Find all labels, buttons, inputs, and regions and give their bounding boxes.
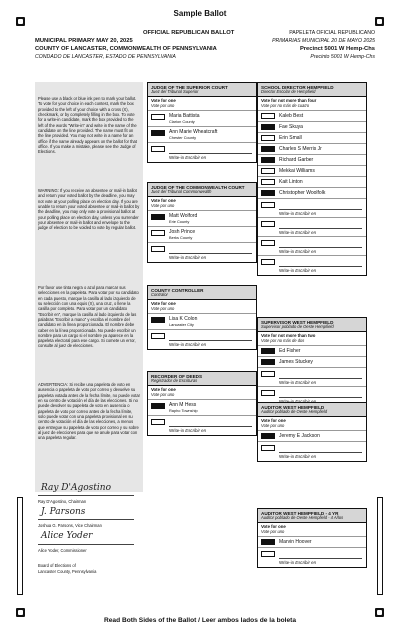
- read-both-sides-footer: Read Both Sides of the Ballot / Leer ambos lados de la boleta: [104, 617, 296, 624]
- vote-box[interactable]: [261, 202, 275, 208]
- write-in-label: Write-in Escribir en: [279, 230, 317, 235]
- write-in-row[interactable]: [258, 199, 366, 218]
- vote-for-instruction: Vote for not more than two Vote por no más de dos: [258, 332, 366, 346]
- candidate-name: Mekkai Williams: [279, 168, 315, 174]
- vote-box[interactable]: [261, 168, 275, 174]
- write-in-label: Write-in Escribir en: [169, 428, 207, 433]
- vote-box[interactable]: [151, 146, 165, 152]
- candidate-row[interactable]: [148, 314, 256, 330]
- vote-box[interactable]: [261, 348, 275, 354]
- candidate-row[interactable]: [148, 227, 256, 243]
- contest-title: RECORDER OF DEEDS Registrador de Escrituras: [148, 372, 256, 386]
- contest-title: AUDITOR WEST HEMPFIELD - 4 YR Auditor poblado de Oeste Hempfield - 4 Años: [258, 509, 366, 523]
- warning-es: ADVERTENCIA: Si recibe una papeleta de voto en ausencia o papeleta de voto por correo y devuelve su papeleta votada antes de la fecha límite, no puede votar en su centro de votación el día de las elecciones. Si no puede devolver su papeleta de voto en ausencia o papeleta de voto por correo antes de la fecha límite, solo puede votar con una papeleta provisional en su centro de votación el día de las elecciones, a menos que entregue su papeleta de voto por correo y su sobre al juez de elecciones para que se anule para votar con una papeleta regular.: [38, 382, 140, 441]
- timing-mark-icon: [16, 608, 25, 617]
- ballot-title-es: PAPELETA OFICIAL REPUBLICANO: [289, 30, 375, 36]
- vote-for-instruction: Vote for one Vote por uno: [148, 386, 256, 400]
- vote-box[interactable]: [261, 124, 275, 130]
- vote-for-instruction: Vote for one Vote por uno: [148, 197, 256, 211]
- write-in-line[interactable]: [279, 397, 362, 398]
- vote-for-instruction: Vote for one Vote por uno: [258, 417, 366, 431]
- signature-name: Alice Yoder, Commissioner: [38, 548, 87, 553]
- candidate-row[interactable]: [258, 144, 366, 155]
- write-in-row[interactable]: [258, 256, 366, 275]
- warning-en: WARNING: If you receive an absentee or mail-in ballot and return your voted ballot by the deadline, you may not vote at your polling place on election day. If you are unable to return your voted absentee or mail-in ballot by the deadline, you may only vote a provisional ballot at your polling place on election day, unless you surrender your absentee or mail-in ballot and envelope to the judge of election to be voided to vote by regular ballot.: [38, 188, 140, 231]
- write-in-row[interactable]: [148, 416, 256, 435]
- vote-box[interactable]: [151, 403, 165, 409]
- candidate-name: Richard Garber: [279, 157, 314, 163]
- write-in-label: Write-in Escribir en: [169, 255, 207, 260]
- contest-title: SCHOOL DIRECTOR HEMPFIELD Director Escolar de Hempfield: [258, 83, 366, 97]
- county-en: COUNTY OF LANCASTER, COMMONWEALTH OF PENNSYLVANIA: [35, 46, 217, 52]
- candidate-name: Matt Wolford: [169, 213, 198, 219]
- write-in-label: Write-in Escribir en: [279, 560, 317, 565]
- vote-box[interactable]: [151, 317, 165, 323]
- ballot-header: [35, 31, 375, 65]
- candidate-name: Maria Battista: [169, 113, 200, 119]
- write-in-row[interactable]: [258, 548, 366, 567]
- write-in-label: Write-in Escribir en: [279, 268, 317, 273]
- instructions-es: Por favor use tinta negra o azul para marcar sus selecciones en la papeleta. Para votar por su candidato en cada puesto, marque la casilla al lado izquierdo de su selección con una equis (X), una cruz, o llene la casilla por completo. Para votar por un candidato "Escribir en", marque la casilla al lado izquierdo de las palabras "Escribir a mano" y escriba el nombre del candidato en la línea proporcionada. El nombre debe caber en la línea proporcionada. No puede escribir un nombre para un cargo si el nombre ya aparece en la papeleta electoral para ese cargo. Si comete un error, consulte al juez de elecciones.: [38, 285, 139, 349]
- candidate-row[interactable]: [258, 537, 366, 548]
- write-in-row[interactable]: [148, 143, 256, 162]
- contest-title: SUPERVISOR WEST HEMPFIELD Supervisor poblado de Oeste Hempfield: [258, 318, 366, 332]
- write-in-row[interactable]: [148, 243, 256, 262]
- vote-box[interactable]: [151, 246, 165, 252]
- signature-block: [35, 483, 143, 596]
- write-in-line[interactable]: [169, 426, 252, 427]
- candidate-row[interactable]: [258, 188, 366, 199]
- write-in-line[interactable]: [169, 153, 252, 154]
- candidate-residence: Lancaster City: [169, 322, 194, 327]
- timing-mark-icon: [375, 608, 384, 617]
- signature-name: Ray D'Agostino, Chairman: [38, 499, 87, 504]
- primary-date-es: PRIMARIAS MUNICIPAL 20 DE MAYO 2025: [272, 38, 375, 44]
- write-in-row[interactable]: [258, 237, 366, 256]
- vote-box[interactable]: [261, 157, 275, 163]
- write-in-label: Write-in Escribir en: [279, 454, 317, 459]
- vote-for-instruction: Vote for not more than four Vote por no más de cuatro: [258, 97, 366, 111]
- candidate-name: Fae Skuya: [279, 124, 303, 130]
- write-in-label: Write-in Escribir en: [169, 155, 207, 160]
- write-in-line[interactable]: [279, 378, 362, 379]
- write-in-line[interactable]: [279, 452, 362, 453]
- instructions-en: Please use a black or blue ink pen to mark your ballot. To vote for your choice in each contest, mark the box provided to the left of your choice with a cross (X), checkmark, or by completely filling in the box. To vote for a write-in candidate, mark the box provided to the left of the words "Write-in" and write in the name of the candidate on the line provided. The name must fit on the line provided. You may not write in a name for an office if the name already appears on the ballot for that office. If you make a mistake, please see the Judge of Elections.: [38, 96, 137, 155]
- candidate-name: Ann M Hess: [169, 402, 197, 408]
- signature-ink: J. Parsons: [41, 507, 86, 517]
- side-bar-mark: [17, 497, 23, 595]
- contest-auditor-4yr: [257, 508, 367, 568]
- vote-box[interactable]: [261, 445, 275, 451]
- county-es: CONDADO DE LANCASTER, ESTADO DE PENNSYLVANIA: [35, 54, 176, 60]
- sample-ballot-title: Sample Ballot: [173, 9, 227, 18]
- signature-ink: Alice Yoder: [41, 531, 93, 541]
- write-in-label: Write-in Escribir en: [169, 342, 207, 347]
- board-label: Board of Elections of: [38, 563, 76, 568]
- vote-box[interactable]: [261, 551, 275, 557]
- candidate-row[interactable]: [148, 111, 256, 127]
- candidate-name: James Stuckey: [279, 359, 313, 365]
- ballot-title-en: OFFICIAL REPUBLICAN BALLOT: [143, 30, 235, 36]
- write-in-line[interactable]: [279, 228, 362, 229]
- board-county: Lancaster County, Pennsylvania: [38, 569, 97, 574]
- write-in-line[interactable]: [279, 247, 362, 248]
- write-in-label: Write-in Escribir en: [279, 380, 317, 385]
- write-in-line[interactable]: [279, 209, 362, 210]
- candidate-row[interactable]: [148, 127, 256, 143]
- timing-mark-icon: [375, 17, 384, 26]
- candidate-residence: Erie County: [169, 219, 190, 224]
- contest-title: COUNTY CONTROLLER Contralor: [148, 286, 256, 300]
- contest-superior-court: [147, 82, 257, 163]
- write-in-line[interactable]: [169, 340, 252, 341]
- contest-title: JUDGE OF THE SUPERIOR COURT Juez del Tribunal Superior: [148, 83, 256, 97]
- candidate-row[interactable]: [258, 111, 366, 122]
- candidate-name: Kait Linton: [279, 179, 303, 185]
- write-in-row[interactable]: [258, 442, 366, 461]
- vote-for-instruction: Vote for one Vote por uno: [258, 523, 366, 537]
- vote-box[interactable]: [261, 240, 275, 246]
- vote-box[interactable]: [261, 146, 275, 152]
- vote-box[interactable]: [151, 214, 165, 220]
- write-in-row[interactable]: [258, 368, 366, 387]
- candidate-residence: Rapho Township: [169, 408, 198, 413]
- signature-line: [38, 495, 134, 496]
- signature-line: [38, 519, 134, 520]
- candidate-row[interactable]: [258, 155, 366, 166]
- vote-for-instruction: Vote for one Vote por uno: [148, 97, 256, 111]
- signature-name: Joshua G. Parsons, Vice Chairman: [38, 523, 102, 528]
- candidate-name: Josh Prince: [169, 229, 196, 235]
- instructions-panel: [35, 82, 143, 492]
- contest-county-controller: [147, 285, 257, 350]
- vote-box[interactable]: [151, 333, 165, 339]
- write-in-row[interactable]: [258, 218, 366, 237]
- vote-box[interactable]: [151, 130, 165, 136]
- candidate-name: Ann Marie Wheatcraft: [169, 129, 218, 135]
- signature-ink: Ray D'Agostino: [41, 483, 111, 493]
- write-in-row[interactable]: [148, 330, 256, 349]
- vote-box[interactable]: [261, 135, 275, 141]
- candidate-name: Jeremy E Jackson: [279, 433, 320, 439]
- candidate-row[interactable]: [258, 166, 366, 177]
- vote-box[interactable]: [261, 190, 275, 196]
- candidate-row[interactable]: [258, 177, 366, 188]
- timing-mark-icon: [16, 17, 25, 26]
- vote-box[interactable]: [151, 230, 165, 236]
- candidate-residence: Berks County: [169, 235, 193, 240]
- side-bar-mark: [377, 497, 383, 595]
- candidate-row[interactable]: [148, 400, 256, 416]
- candidate-name: Christopher Woolfolk: [279, 190, 326, 196]
- contest-auditor: [257, 402, 367, 462]
- write-in-label: Write-in Escribir en: [279, 211, 317, 216]
- vote-box[interactable]: [261, 259, 275, 265]
- candidate-residence: Clarion County: [169, 119, 195, 124]
- vote-box[interactable]: [261, 433, 275, 439]
- candidate-name: Lisa K Colon: [169, 316, 198, 322]
- contest-commonwealth-court: [147, 182, 257, 263]
- signature-line: [38, 544, 134, 545]
- candidate-name: Kaleb Best: [279, 113, 304, 119]
- candidate-name: Marvin Hoover: [279, 539, 312, 545]
- precinct-es: Precinto 5001 W Hemp-Chs: [310, 54, 375, 60]
- candidate-name: Erin Small: [279, 135, 302, 141]
- vote-box[interactable]: [261, 371, 275, 377]
- contest-supervisor: [257, 317, 367, 407]
- contest-recorder-of-deeds: [147, 371, 257, 436]
- candidate-name: Charles S Merris Jr: [279, 146, 322, 152]
- contest-title: JUDGE OF THE COMMONWEALTH COURT Juez del Tribunal Commonwealth: [148, 183, 256, 197]
- contest-title: AUDITOR WEST HEMPFIELD Auditor poblado de Oeste Hempfield: [258, 403, 366, 417]
- vote-box[interactable]: [261, 179, 275, 185]
- write-in-line[interactable]: [169, 253, 252, 254]
- candidate-row[interactable]: [258, 122, 366, 133]
- candidate-row[interactable]: [258, 346, 366, 357]
- write-in-line[interactable]: [279, 266, 362, 267]
- write-in-line[interactable]: [279, 558, 362, 559]
- primary-date-en: MUNICIPAL PRIMARY MAY 20, 2025: [35, 38, 133, 44]
- vote-box[interactable]: [261, 359, 275, 365]
- candidate-row[interactable]: [148, 211, 256, 227]
- write-in-label: Write-in Escribir en: [279, 249, 317, 254]
- precinct-en: Precinct 5001 W Hemp-Chs: [299, 46, 375, 52]
- vote-box[interactable]: [151, 419, 165, 425]
- candidate-row[interactable]: [258, 431, 366, 442]
- contest-school-director: [257, 82, 367, 276]
- candidate-residence: Chester County: [169, 135, 197, 140]
- candidate-row[interactable]: [258, 133, 366, 144]
- candidate-row[interactable]: [258, 357, 366, 368]
- vote-box[interactable]: [261, 390, 275, 396]
- vote-box[interactable]: [261, 539, 275, 545]
- vote-box[interactable]: [151, 114, 165, 120]
- vote-for-instruction: Vote for one Vote por uno: [148, 300, 256, 314]
- vote-box[interactable]: [261, 113, 275, 119]
- vote-box[interactable]: [261, 221, 275, 227]
- candidate-name: Ed Fisher: [279, 348, 301, 354]
